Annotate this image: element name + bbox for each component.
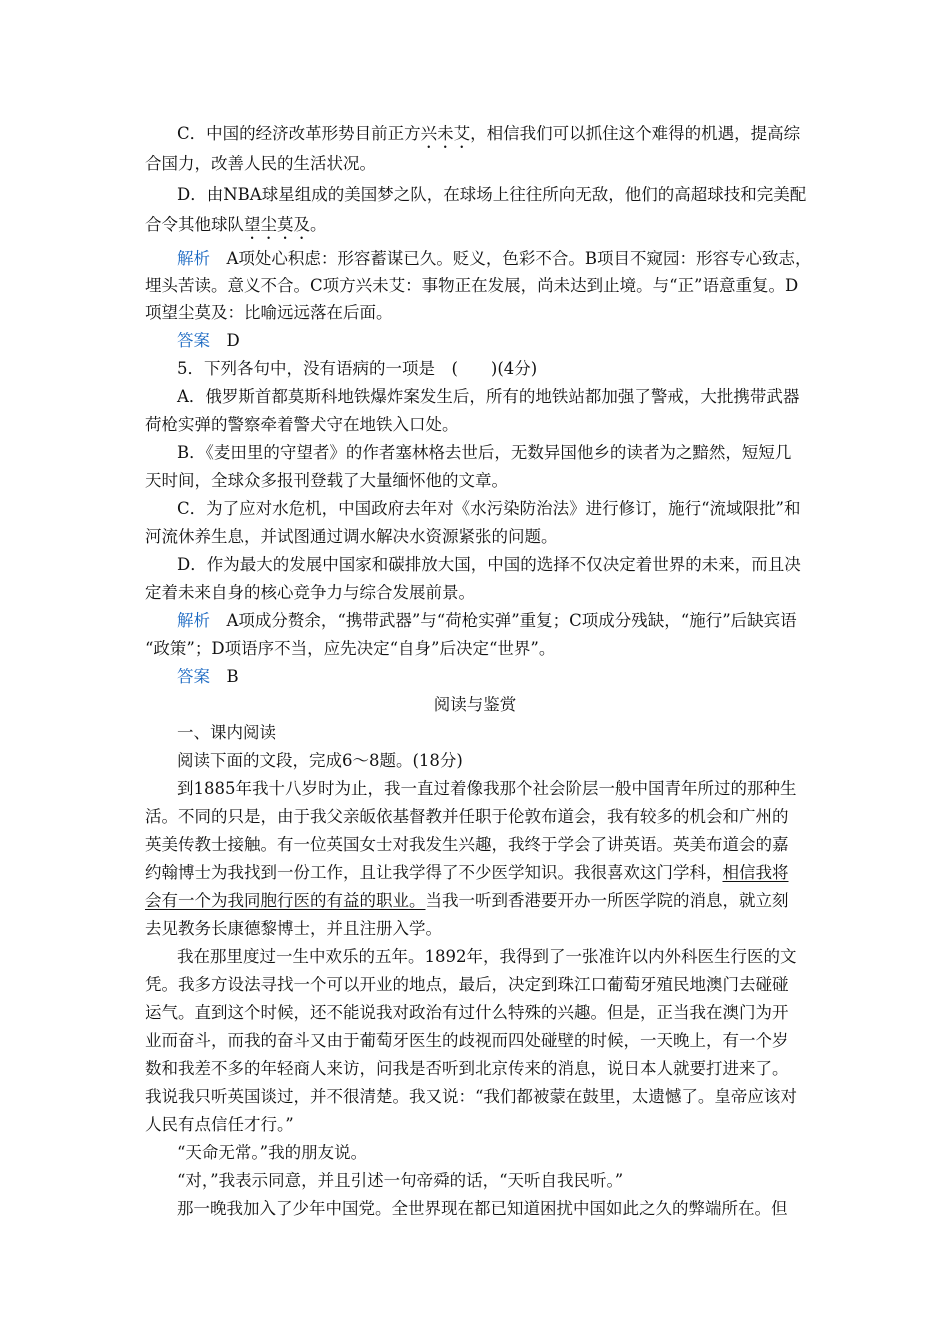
text: 。 <box>310 215 327 234</box>
q4-answer <box>177 327 847 354</box>
q5-option-d-line1: D．作为最大的发展中国家和碳排放大国，中国的选择不仅决定着世界的未来，而且决 <box>177 555 801 574</box>
passage-p1-line4 <box>145 859 815 886</box>
q5-analysis-line1 <box>177 607 847 634</box>
q5-option-b-line1: B．《麦田里的守望者》的作者塞林格去世后，无数异国他乡的读者为之黯然，短短几 <box>177 443 792 462</box>
passage-p2-line4: 业而奋斗，而我的奋斗又由于葡萄牙医生的歧视而四处碰壁的时候，一天晚上，有一个岁 <box>145 1031 789 1050</box>
passage-p2-line2: 凭。我多方设法寻找一个可以开业的地点，最后，决定到珠江口葡萄牙殖民地澳门去碰碰 <box>145 975 789 994</box>
answer-value: D <box>226 331 240 350</box>
text: 合令其他球队 <box>145 215 244 234</box>
underlined-sentence: 相信我将 <box>722 863 789 882</box>
q4-analysis-line3: 项望尘莫及：比喻远远落在后面。 <box>145 303 393 322</box>
text: A项处心积虑：形容蓄谋已久。贬义，色彩不合。B项目不窥园：形容专心致志， <box>226 249 812 268</box>
passage-p2-line6: 我说我只听英国谈过，并不很清楚。我又说：“我们都被蒙在鼓里，太遗憾了。皇帝应该对 <box>145 1087 797 1106</box>
passage-p4: “对，”我表示同意，并且引述一句帝舜的话，“天听自我民听。” <box>177 1171 624 1190</box>
text: ，相信我们可以抓住这个难得的机遇，提高综 <box>470 124 801 143</box>
q5-stem: 5．下列各句中，没有语病的一项是 ( )(4分) <box>177 359 538 378</box>
q5-answer <box>177 663 847 690</box>
q5-option-c-line1: C．为了应对水危机，中国政府去年对《水污染防治法》进行修订，施行“流域限批”和 <box>177 499 801 518</box>
passage-p2-line1: 我在那里度过一生中欢乐的五年。1892年，我得到了一张准许以内外科医生行医的文 <box>177 947 797 966</box>
text: C．中国的经济改革形势目前正方 <box>177 124 421 143</box>
text: 当我一听到香港要开办一所医学院的消息，就立刻 <box>425 891 789 910</box>
passage-p2-line7: 人民有点信任才行。” <box>145 1115 294 1134</box>
passage-p1-line3: 英美传教士接触。有一位英国女士对我发生兴趣，我终于学会了讲英语。英美布道会的嘉 <box>145 835 789 854</box>
passage-p2-line3: 运气。直到这个时候，还不能说我对政治有过什么特殊的兴趣。但是，正当我在澳门为开 <box>145 1003 789 1022</box>
q4-analysis-line2: 埋头苦读。意义不合。C项方兴未艾：事物正在发展，尚未达到止境。与“正”语意重复。D <box>145 276 799 295</box>
q5-analysis-line2: “政策”；D项语序不当，应先决定“自身”后决定“世界”。 <box>145 639 556 658</box>
passage-p1-line6: 去见教务长康德黎博士，并且注册入学。 <box>145 919 442 938</box>
q5-option-d-line2: 定着未来自身的核心竞争力与综合发展前景。 <box>145 583 475 602</box>
analysis-label: 解析 <box>177 249 210 268</box>
q4-option-c-line1 <box>177 120 847 147</box>
q4-option-d-line2 <box>145 211 815 238</box>
text: A项成分赘余，“携带武器”与“荷枪实弹”重复；C项成分残缺，“施行”后缺宾语 <box>226 611 797 630</box>
q5-option-b-line2: 天时间，全球众多报刊登载了大量缅怀他的文章。 <box>145 471 508 490</box>
q5-option-a-line2: 荷枪实弹的警察牵着警犬守在地铁入口处。 <box>145 415 459 434</box>
answer-label: 答案 <box>177 331 210 350</box>
emphasized-idiom: 兴未艾 <box>420 124 471 143</box>
reading-instruction: 阅读下面的文段，完成6～8题。(18分) <box>177 751 463 770</box>
passage-p3: “天命无常。”我的朋友说。 <box>177 1143 368 1162</box>
reading-part-heading: 一、课内阅读 <box>177 723 276 742</box>
answer-value: B <box>226 667 239 686</box>
q5-option-c-line2: 河流休养生息，并试图通过调水解决水资源紧张的问题。 <box>145 527 558 546</box>
passage-p1-line5 <box>145 887 815 914</box>
text: 约翰博士为我找到一份工作，且让我学得了不少医学知识。我很喜欢这门学科， <box>145 863 723 882</box>
underlined-sentence: 会有一个为我同胞行医的有益的职业。 <box>145 891 426 910</box>
section-title: 阅读与鉴赏 <box>433 695 517 714</box>
passage-p1-line1: 到1885年我十八岁时为止，我一直过着像我那个社会阶层一般中国青年所过的那种生 <box>177 779 797 798</box>
answer-label: 答案 <box>177 667 210 686</box>
emphasized-idiom: 望尘莫及 <box>244 215 310 234</box>
q4-analysis-line1 <box>177 245 847 272</box>
q4-option-c-line2: 合国力，改善人民的生活状况。 <box>145 154 376 173</box>
q5-option-a-line1: A．俄罗斯首都莫斯科地铁爆炸案发生后，所有的地铁站都加强了警戒，大批携带武器 <box>177 387 800 406</box>
q4-option-d-line1: D．由NBA球星组成的美国梦之队，在球场上往往所向无敌，他们的高超球技和完美配 <box>177 185 807 204</box>
passage-p5-line1: 那一晚我加入了少年中国党。全世界现在都已知道困扰中国如此之久的弊端所在。但 <box>177 1199 788 1218</box>
passage-p1-line2: 活。不同的只是，由于我父亲皈依基督教并任职于伦敦布道会，我有较多的机会和广州的 <box>145 807 789 826</box>
passage-p2-line5: 数和我差不多的年轻商人来访，问我是否听到北京传来的消息，说日本人就要打进来了。 <box>145 1059 789 1078</box>
analysis-label: 解析 <box>177 611 210 630</box>
